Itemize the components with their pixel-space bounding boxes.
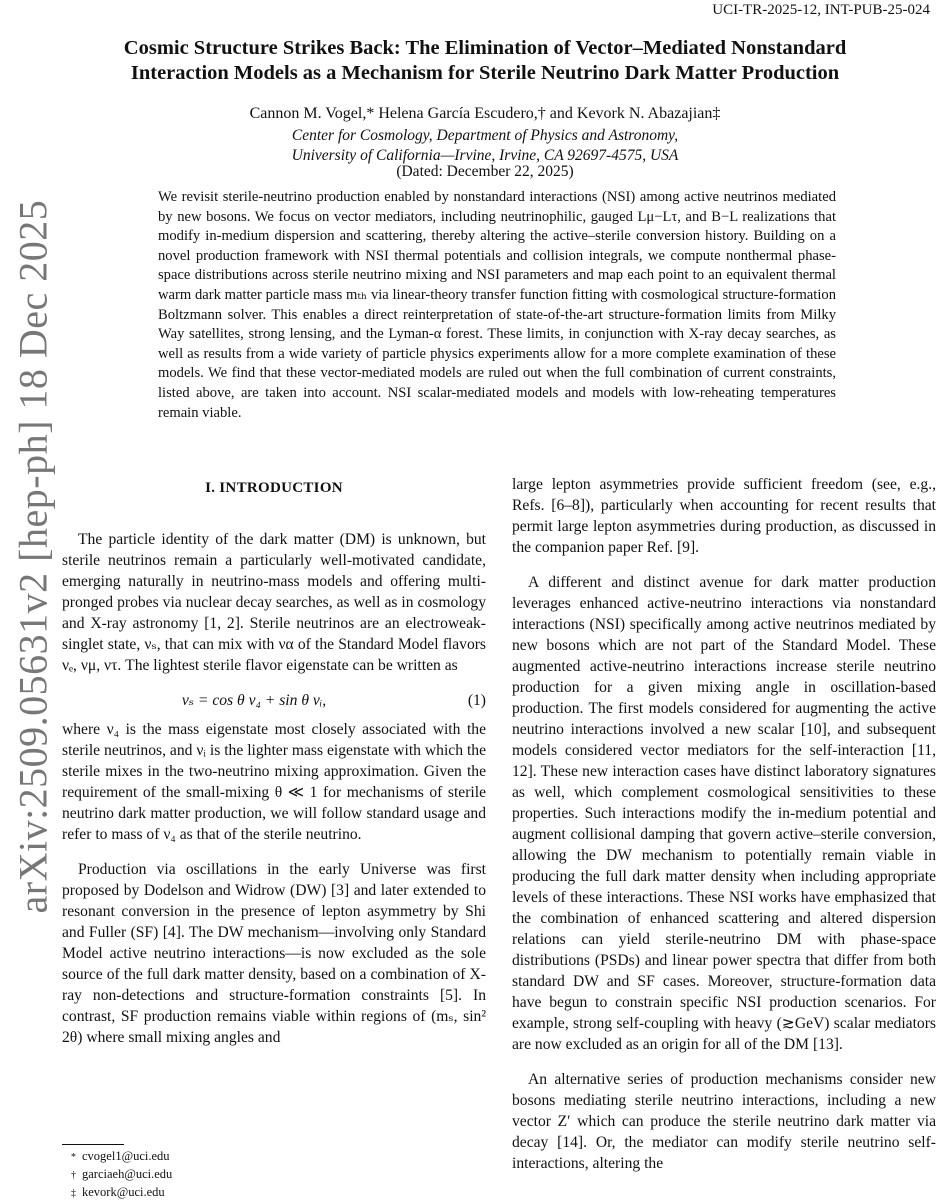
affiliation-line-2: University of California—Irvine, Irvine, CA 92697-4575, USA (291, 147, 679, 164)
footnote-item (62, 1148, 482, 1166)
abstract: We revisit sterile-neutrino production enabled by nonstandard interactions (NSI) among active neutrinos mediated by new bosons. We focus on vector mediators, including neutrinophilic, gauged Lμ−Lτ, and B−L realizations that modify in-medium dispersion and scattering, thereby altering the active–sterile conversion history. Building on a novel production framework with NSI thermal potentials and collision integrals, we compute nonthermal phase-space distributions across sterile neutrino mixing and NSI parameters and map each point to an equivalent thermal warm dark matter particle mass mₜₕ via linear-theory transfer function fitting with cosmological structure-formation Boltzmann solver. This enables a direct reinterpretation of state-of-the-art structure-formation limits from Milky Way satellites, strong lensing, and the Lyman-α forest. These limits, in conjunction with X-ray decay searches, as well as results from a wide variety of particle physics experiments allow for a more complete examination of these models. We find that these vector-mediated models are ruled out when the full combination of current constraints, listed above, are taken into account. NSI scalar-mediated models and models with low-reheating temperatures remain viable. (158, 189, 836, 421)
title-line-2: Interaction Models as a Mechanism for Sterile Neutrino Dark Matter Production (130, 62, 840, 84)
footnote-mark: † (71, 1170, 76, 1181)
paragraph: Production via oscillations in the early Universe was first proposed by Dodelson and Widrow (DW) [3] and later extended to resonant conversion in the presence of lepton asymmetry by Shi and Fuller (SF) [4]. The DW mechanism—involving only Standard Model active neutrino interactions—is now excluded as the sole source of the full dark matter density, based on a combination of X-ray non-detections and structure-formation constraints [5]. In contrast, SF production remains viable within regions of (mₛ, sin² 2θ) where small mixing angles and (62, 861, 486, 1046)
footnote-email[interactable]: kevork@uci.edu (82, 1185, 165, 1199)
footnote-mark: ‡ (71, 1188, 76, 1199)
equation-body: νₛ = cos θ ν₄ + sin θ νᵢ, (181, 692, 327, 709)
footnote-email[interactable]: cvogel1@uci.edu (82, 1149, 170, 1163)
paragraph: large lepton asymmetries provide sufficient freedom (see, e.g., Refs. [6–8]), particularly when accounting for recent results that permit large lepton asymmetries during production, as discussed in the companion paper Ref. [9]. (512, 476, 936, 556)
affiliation-line-1: Center for Cosmology, Department of Physics and Astronomy, (291, 127, 679, 144)
left-column (62, 474, 486, 1062)
arxiv-identifier: arXiv:2509.05631v2 [hep-ph] 18 Dec 2025 (10, 199, 56, 914)
footnotes (62, 1148, 482, 1202)
author-list: Cannon M. Vogel,* Helena García Escudero,† and Kevork N. Abazajian‡ (249, 105, 721, 122)
footnote-item (62, 1184, 482, 1202)
affiliation (50, 126, 920, 166)
report-number: UCI-TR-2025-12, INT-PUB-25-024 (712, 2, 930, 18)
date-line: (Dated: December 22, 2025) (396, 163, 574, 180)
paragraph: An alternative series of production mechanisms consider new bosons mediating sterile neutrino interactions, including a new vector Z′ which can produce the sterile neutrino dark matter via decay [14]. Or, the mediator can modify sterile neutrino self-interactions, altering the (512, 1071, 936, 1172)
section-heading: I. INTRODUCTION (205, 480, 343, 496)
equation-number: (1) (467, 692, 486, 709)
paragraph: where ν₄ is the mass eigenstate most closely associated with the sterile neutrinos, and νᵢ is the lighter mass eigenstate with which the sterile mixes in the two-neutrino mixing approximation. Given the requirement of the small-mixing θ ≪ 1 for mechanisms of sterile neutrino dark matter production, we will follow standard usage and refer to mass of ν₄ as that of the sterile neutrino. (62, 721, 486, 843)
footnote-rule (62, 1144, 124, 1145)
equation (62, 690, 486, 711)
footnote-email[interactable]: garciaeh@uci.edu (82, 1167, 173, 1181)
paragraph: The particle identity of the dark matter (DM) is unknown, but sterile neutrinos remain a particularly well-motivated candidate, emerging naturally in neutrino-mass models and offering multi-pronged probes via nuclear decay searches, as well as in cosmology and X-ray astronomy [1, 2]. Sterile neutrinos are an electroweak-singlet state, νₛ, that can mix with να of the Standard Model flavors νₑ, νμ, ντ. The lightest sterile flavor eigenstate can be written as (62, 531, 486, 674)
paper-title (50, 36, 920, 86)
title-line-1: Cosmic Structure Strikes Back: The Elimination of Vector–Mediated Nonstandard (123, 37, 847, 59)
paragraph: A different and distinct avenue for dark matter production leverages enhanced active-neutrino interactions via nonstandard interactions (NSI) specifically among active neutrinos mediated by new bosons which are not part of the Standard Model. These augmented active-neutrino interactions increase sterile neutrino production for a given mixing angle in oscillation-based production. The first models considered for augmenting the active neutrino interactions involved a new scalar [10], and subsequent models considered vector mediators for the self-interaction [11, 12]. These new interaction cases have distinct laboratory signatures as well, which complement cosmological sensitivities to these properties. Such interactions modify the in-medium potential and augment collisional damping that govern active–sterile conversion, allowing the DW mechanism to potentially remain viable in producing the full dark matter density when including appropriate levels of these interactions. These NSI works have emphasized that the combination of enhanced scattering and altered dispersion relations can yield sterile-neutrino DM with phase-space distributions (PSDs) and linear power spectra that differ from both standard DW and SF cases. Moreover, structure-formation data have begun to constrain specific NSI production scenarios. For example, strong self-coupling with heavy (≳GeV) scalar mediators are now excluded as an origin for all of the DM [13]. (512, 574, 936, 1053)
right-column (512, 474, 936, 1188)
footnote-item (62, 1166, 482, 1184)
footnote-mark: * (71, 1152, 76, 1163)
